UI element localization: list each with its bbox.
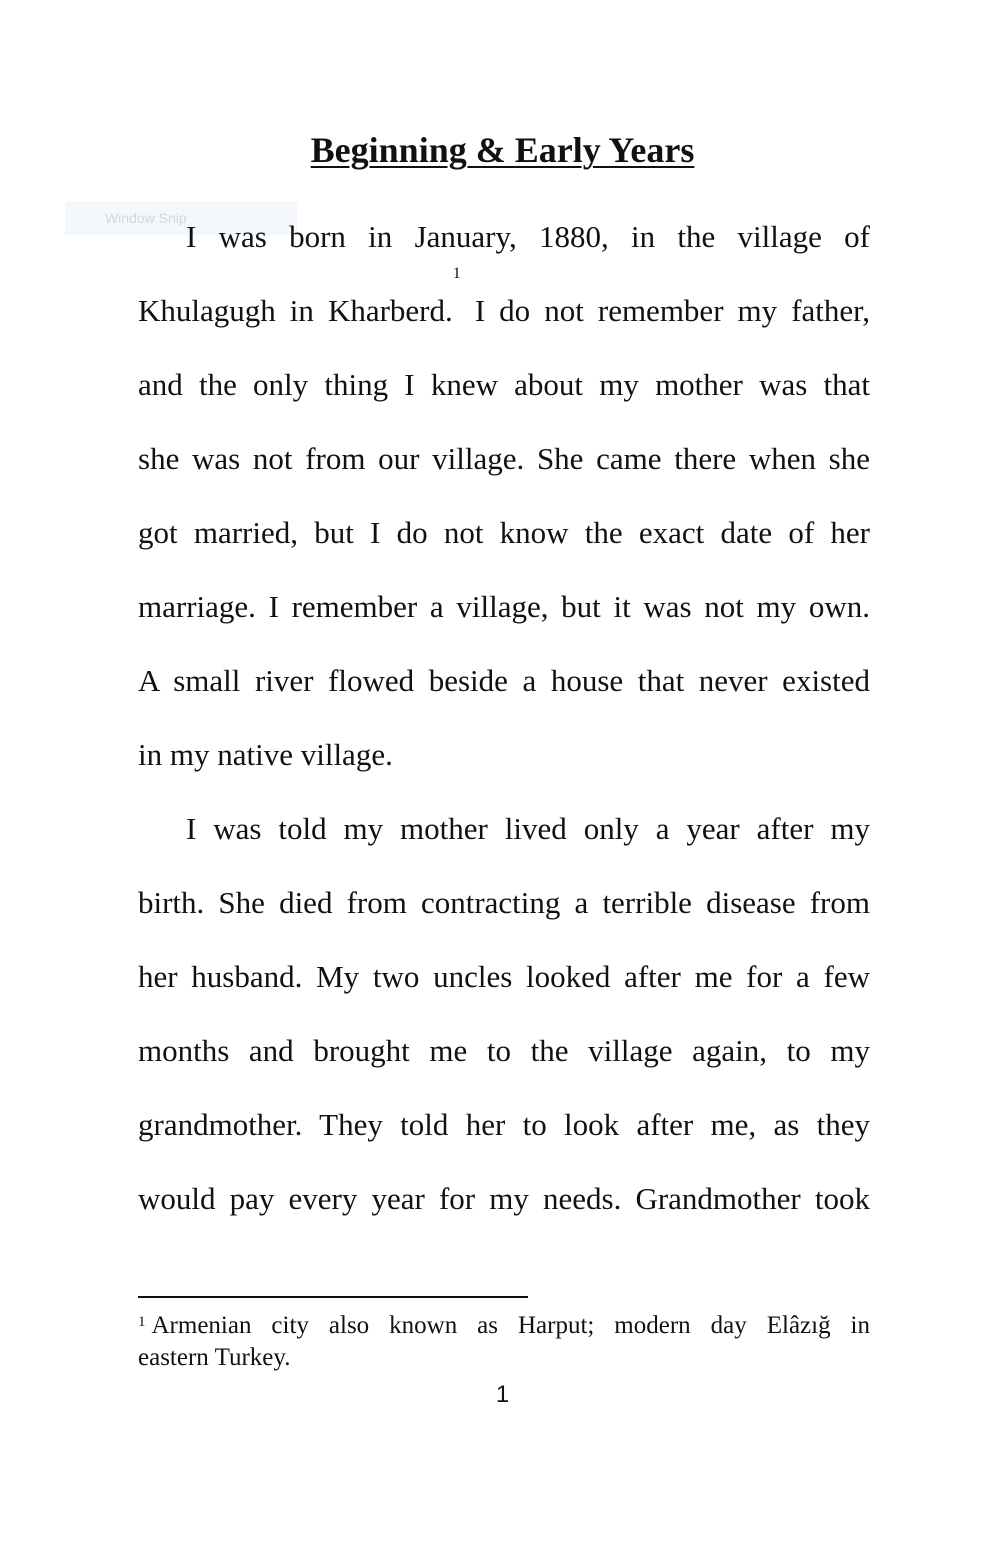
paragraph-1-line-2-start: Khulagugh in Kharberd. <box>138 293 453 328</box>
paragraph-1-line-8: in my native village. <box>138 737 393 772</box>
paragraph-1-line-7: A small river flowed beside a house that never existed <box>138 663 870 698</box>
paragraph-1-line-2-end: I do not remember my father, <box>474 293 870 328</box>
paragraph-1-line-6: marriage. I remember a village, but it was not my own. <box>138 589 870 624</box>
footnote <box>138 1310 870 1374</box>
paragraph-1-line-5: got married, but I do not know the exact date of her <box>138 515 870 550</box>
window-snip-watermark: Window Snip <box>65 201 297 235</box>
paragraph-1-line-3: and the only thing I knew about my mother was that <box>138 367 870 402</box>
paragraph-1-line-4: she was not from our village. She came there when she <box>138 441 870 476</box>
footnote-line-2: eastern Turkey. <box>138 1344 291 1371</box>
chapter-title-text: Beginning & Early Years <box>310 130 695 170</box>
footnote-marker: 1 <box>138 1314 146 1330</box>
chapter-title <box>0 128 1005 172</box>
paragraph-2-line-5: grandmother. They told her to look after me, as they <box>138 1107 870 1142</box>
footnote-text-1: Armenian city also known as Harput; modern day Elâzığ in <box>151 1312 870 1339</box>
footnote-line-1 <box>138 1310 870 1342</box>
paragraph-2-line-4: months and brought me to the village again, to my <box>138 1033 870 1068</box>
paragraph-2-line-1: I was told my mother lived only a year after my <box>186 811 870 846</box>
body-text <box>138 200 870 1236</box>
page-number: 1 <box>495 1381 510 1408</box>
paragraph-2-line-2: birth. She died from contracting a terrible disease from <box>138 885 870 920</box>
footnote-separator <box>138 1296 528 1298</box>
paragraph-2-line-3: her husband. My two uncles looked after me for a few <box>138 959 870 994</box>
footnote-reference: 1 <box>452 265 461 282</box>
paragraph-1-line-1: I was born in January, 1880, in the village of <box>186 219 870 254</box>
paragraph-1-line-2 <box>138 265 870 348</box>
paragraph-2-line-6: would pay every year for my needs. Grandmother took <box>138 1181 870 1216</box>
